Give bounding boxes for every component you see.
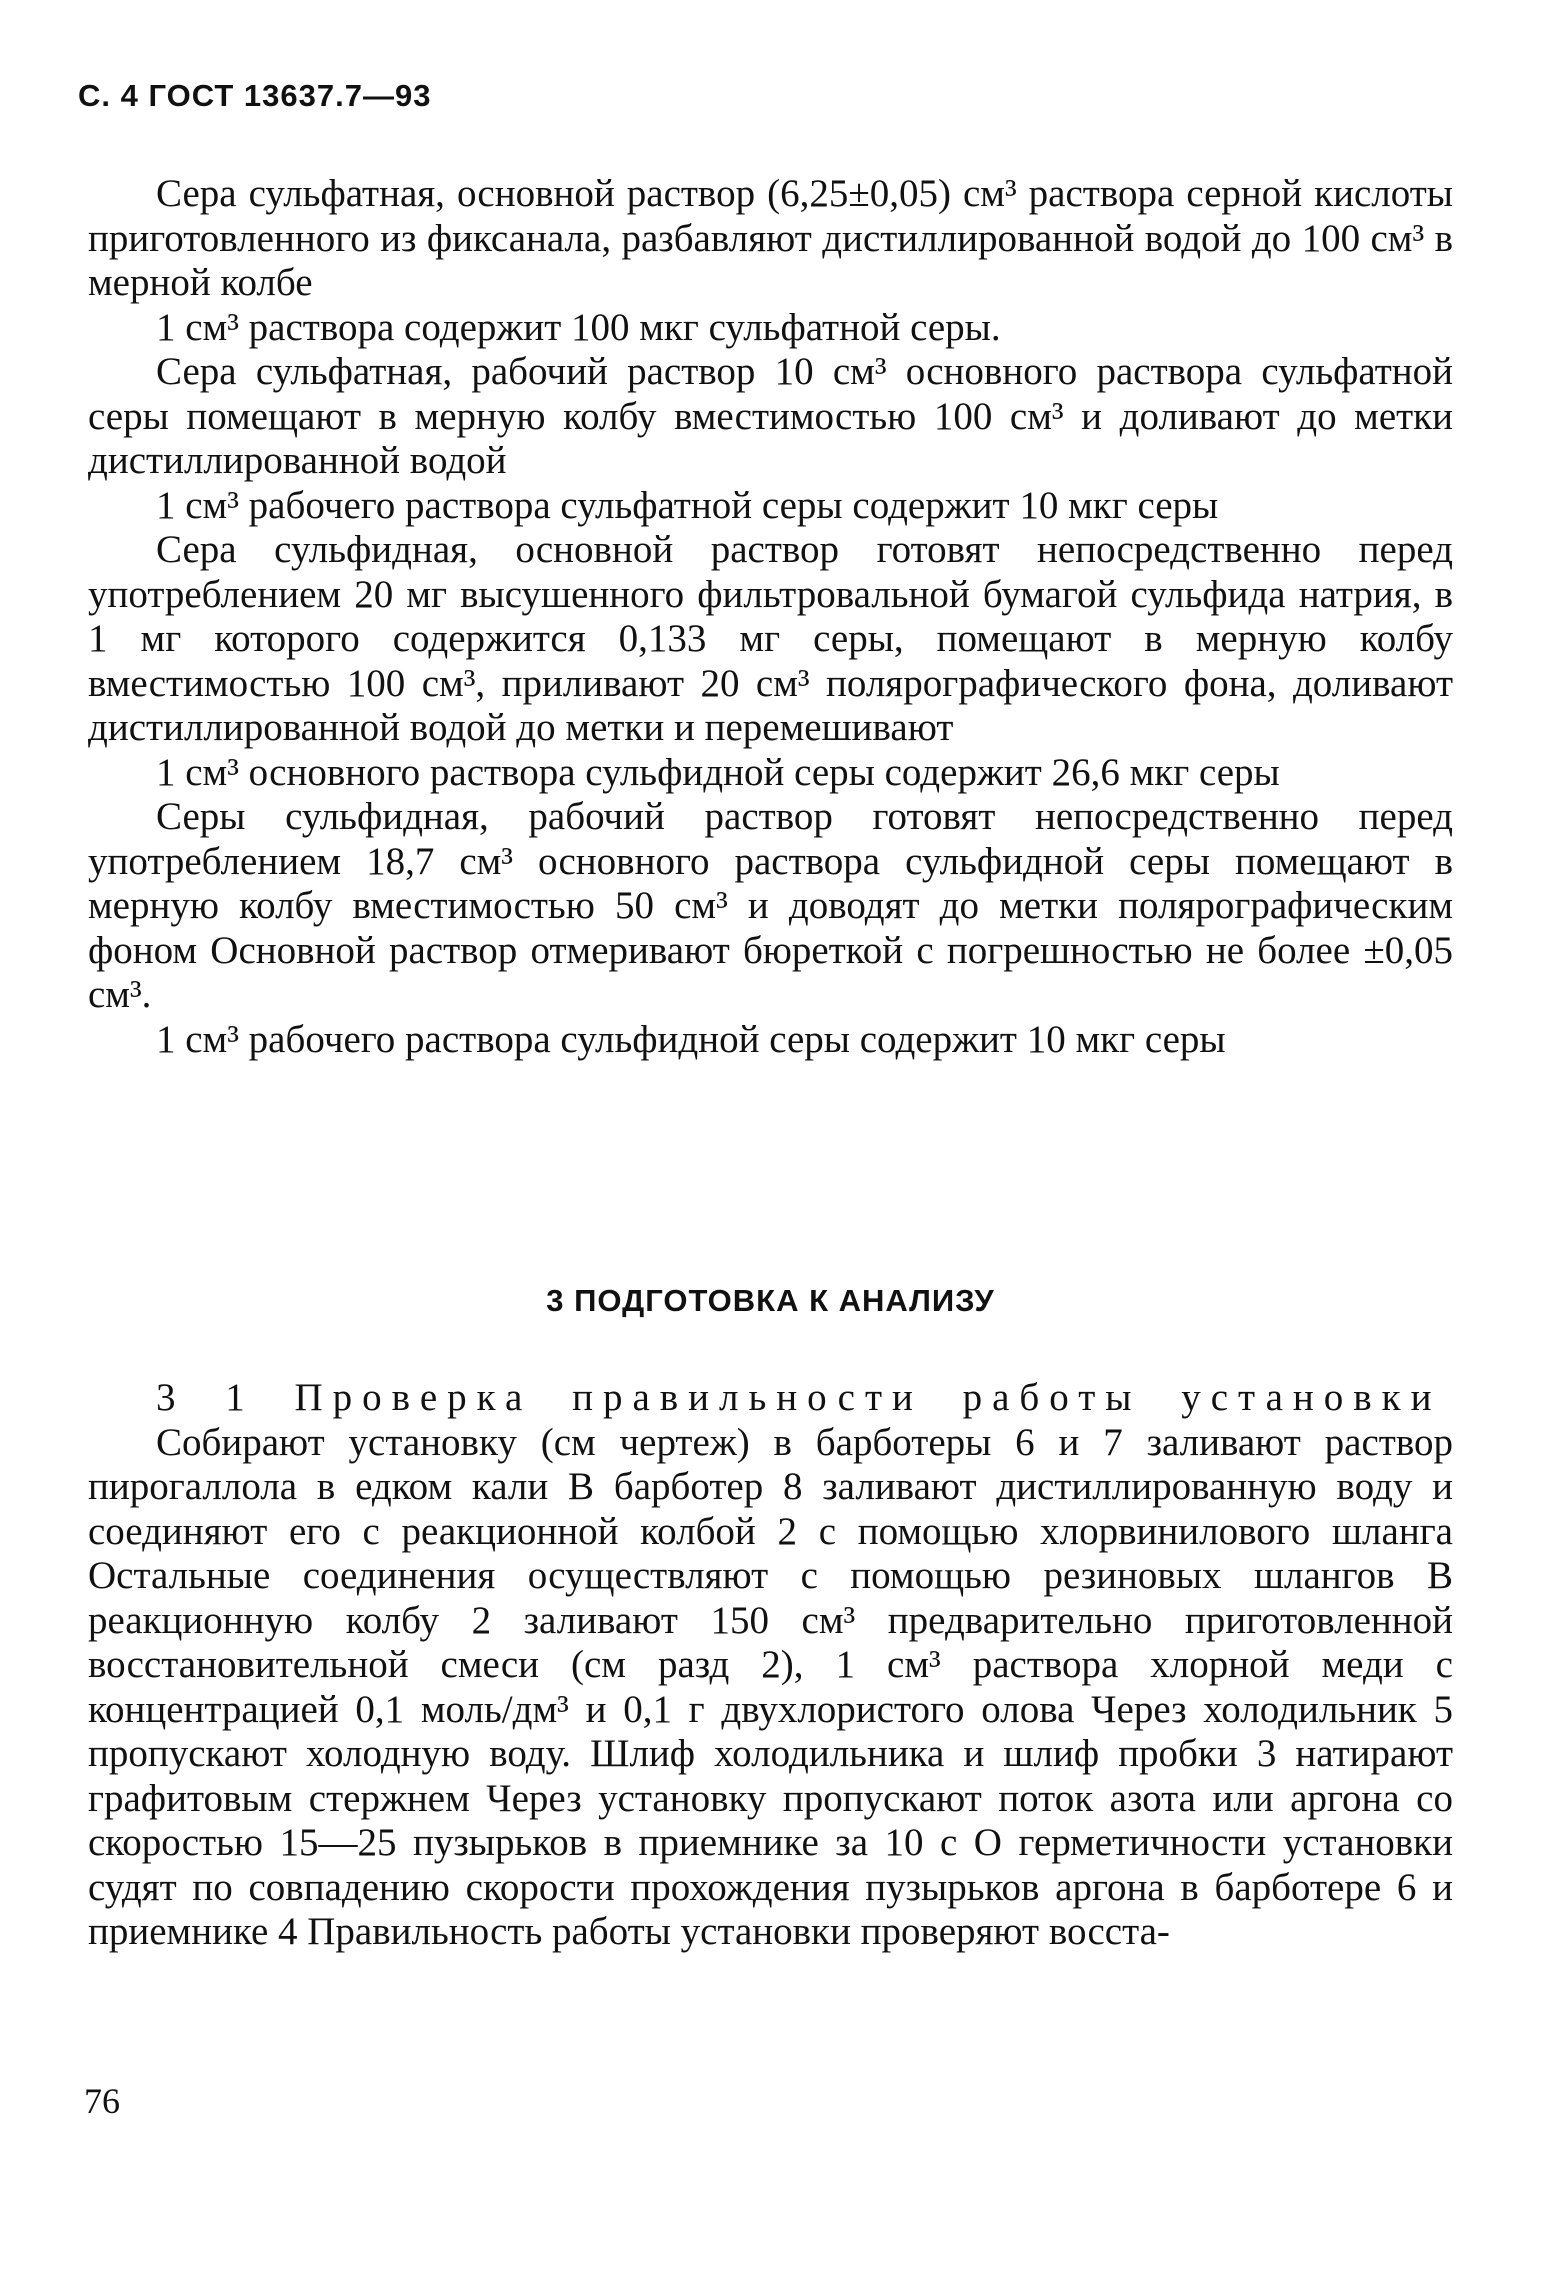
reagents-text — [88, 172, 1453, 1062]
running-head: С. 4 ГОСТ 13637.7—93 — [78, 78, 432, 113]
paragraph: 1 см³ рабочего раствора сульфидной серы содержит 10 мкг серы — [156, 1017, 1226, 1061]
section-3-text — [88, 1376, 1453, 1955]
paragraph: 1 см³ раствора содержит 100 мкг сульфатной серы. — [156, 305, 1001, 349]
page-number: 76 — [84, 2081, 120, 2121]
paragraph: Серы сульфидная, рабочий раствор готовят непосредственно перед употреблением 18,7 см³ основного раствора сульфидной серы помещают в мерную колбу вместимостью 50 см³ и доводят до метки полярографическим фоном Основной раствор отмеривают бюреткой с погрешностью не более ±0,05 см³. — [88, 795, 1453, 1016]
section-heading: 3 ПОДГОТОВКА К АНАЛИЗУ — [546, 1283, 995, 1318]
paragraph: Сера сульфидная, основной раствор готовят непосредственно перед употреблением 20 мг высушенного фильтровальной бумагой сульфида натрия, в 1 мг которого содержится 0,133 мг серы, помещают в мерную колбу вместимостью 100 см³, приливают 20 см³ полярографического фона, доливают дистиллированной водой до метки и перемешивают — [88, 528, 1453, 749]
paragraph: 1 см³ основного раствора сульфидной серы содержит 26,6 мкг серы — [156, 750, 1280, 794]
paragraph: 1 см³ рабочего раствора сульфатной серы содержит 10 мкг серы — [156, 483, 1219, 527]
subsection-heading: 3 1 Проверка правильности работы установки — [156, 1376, 1442, 1419]
paragraph: Сера сульфатная, рабочий раствор 10 см³ основного раствора сульфатной серы помещают в мерную колбу вместимостью 100 см³ и доливают до метки дистиллированной водой — [88, 350, 1453, 482]
paragraph: Собирают установку (см чертеж) в барботеры 6 и 7 заливают раствор пирогаллола в едком кали В барботер 8 заливают дистиллированную воду и соединяют его с реакционной колбой 2 с помощью хлорвинилового шланга Остальные соединения осуществляют с помощью резиновых шлангов В реакционную колбу 2 заливают 150 см³ предварительно приготовленной восстановительной смеси (см разд 2), 1 см³ раствора хлорной меди с концентрацией 0,1 моль/дм³ и 0,1 г двухлористого олова Через холодильник 5 пропускают холодную воду. Шлиф холодильника и шлиф пробки 3 натирают графитовым стержнем Через установку пропускают поток азота или аргона со скоростью 15—25 пузырьков в приемнике за 10 с О герметичности установки судят по совпадению скорости прохождения пузырьков аргона в барботере 6 и приемнике 4 Правильность работы установки проверяют восста- — [88, 1420, 1453, 1953]
paragraph: Сера сульфатная, основной раствор (6,25±0,05) см³ раствора серной кислоты приготовленного из фиксанала, разбавляют дистиллированной водой до 100 см³ в мерной колбе — [88, 172, 1453, 304]
